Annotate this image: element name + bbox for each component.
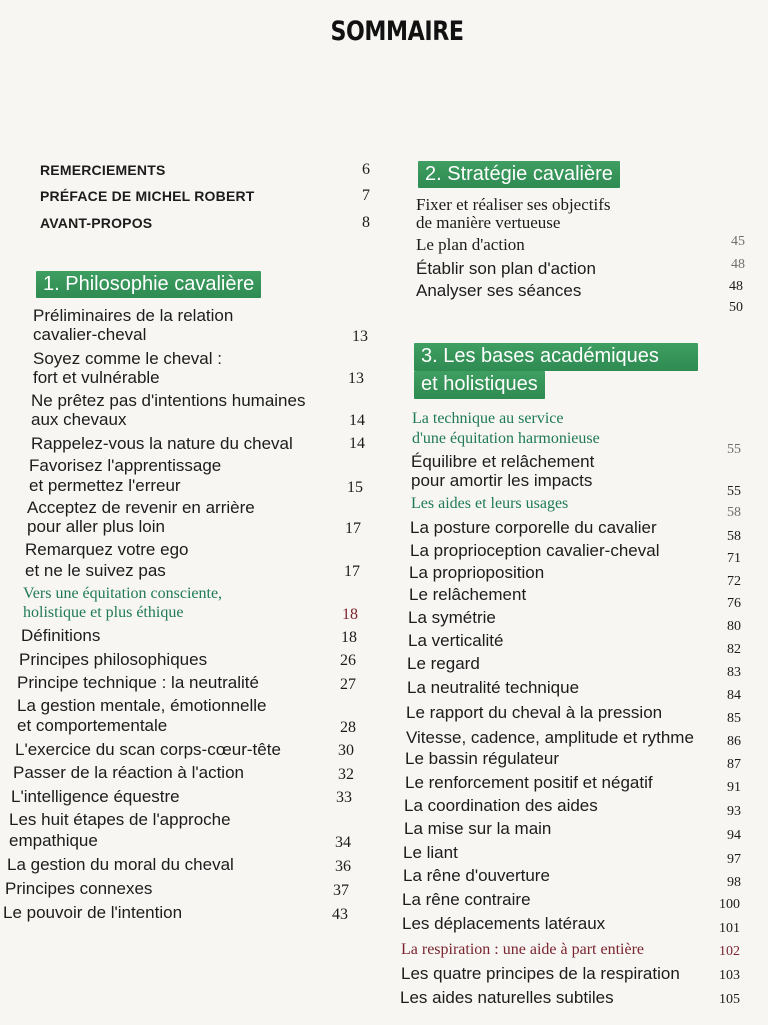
toc-entry-line[interactable]: de manière vertueuse	[416, 213, 561, 232]
toc-entry-line[interactable]: Le pouvoir de l'intention	[3, 903, 183, 922]
page-number: 101	[719, 921, 740, 936]
page-number: 50	[729, 300, 743, 315]
page-number: 93	[727, 804, 741, 819]
toc-entry-line[interactable]: La gestion mentale, émotionnelle	[17, 696, 267, 715]
page-number: 100	[719, 897, 740, 912]
page-number: 94	[727, 828, 741, 843]
toc-entry-line[interactable]: Les quatre principes de la respiration	[401, 964, 680, 983]
page-number: 48	[729, 279, 743, 294]
toc-entry-line[interactable]: Soyez comme le cheval :	[33, 349, 222, 368]
toc-subsection-line[interactable]: d'une équitation harmonieuse	[412, 430, 600, 447]
page-number: 58	[727, 505, 741, 520]
page-number: 72	[727, 574, 741, 589]
page-number: 91	[727, 780, 741, 795]
toc-entry-line[interactable]: Établir son plan d'action	[416, 259, 596, 278]
page-number: 55	[727, 484, 741, 499]
page-number: 17	[345, 520, 361, 537]
toc-entry-line[interactable]: La gestion du moral du cheval	[7, 855, 234, 874]
toc-entry-line[interactable]: La proprioception cavalier-cheval	[410, 541, 660, 560]
toc-entry-line[interactable]: Définitions	[21, 626, 101, 645]
page-number: 80	[727, 619, 741, 634]
section-heading-strategie[interactable]: 2. Stratégie cavalière	[418, 161, 620, 188]
toc-entry-line[interactable]: La proprioposition	[409, 563, 545, 582]
toc-entry-line[interactable]: aux chevaux	[31, 410, 127, 429]
page-title: SOMMAIRE	[330, 16, 464, 47]
toc-entry-line[interactable]: Le relâchement	[409, 585, 527, 604]
toc-entry-line[interactable]: Principe technique : la neutralité	[17, 673, 259, 692]
page-number: 102	[719, 944, 740, 959]
toc-entry-line[interactable]: Le plan d'action	[416, 235, 525, 254]
toc-entry-line[interactable]: pour aller plus loin	[27, 517, 165, 536]
page-number: 26	[340, 652, 356, 669]
page-number: 14	[349, 435, 365, 452]
toc-entry-line[interactable]: Le bassin régulateur	[405, 749, 560, 768]
toc-entry-line[interactable]: et comportementale	[17, 716, 168, 735]
toc-entry-line[interactable]: Fixer et réaliser ses objectifs	[416, 195, 611, 214]
toc-entry-line[interactable]: pour amortir les impacts	[411, 471, 593, 490]
page-number: 13	[352, 328, 368, 345]
page-number: 45	[731, 234, 745, 249]
page-number: 87	[727, 757, 741, 772]
toc-entry-line[interactable]: La verticalité	[408, 631, 504, 650]
page-number: 6	[362, 161, 370, 178]
toc-entry-line[interactable]: Équilibre et relâchement	[411, 452, 595, 471]
toc-subsection-line[interactable]: Les aides et leurs usages	[411, 495, 569, 512]
toc-entry-line[interactable]: empathique	[9, 831, 98, 850]
page-number: 13	[348, 370, 364, 387]
toc-entry-line[interactable]: Favorisez l'apprentissage	[29, 456, 222, 475]
toc-entry-line[interactable]: La mise sur la main	[404, 819, 552, 838]
page-number: 55	[727, 442, 741, 457]
section-heading-bases-line2[interactable]: et holistiques	[414, 371, 545, 399]
toc-entry-line[interactable]: Principes philosophiques	[19, 650, 208, 669]
toc-entry-line[interactable]: Le regard	[407, 654, 480, 673]
toc-entry-line[interactable]: La symétrie	[408, 608, 496, 627]
page-number: 8	[362, 214, 370, 231]
toc-entry-line[interactable]: Rappelez-vous la nature du cheval	[31, 434, 293, 453]
section-heading-philosophie[interactable]: 1. Philosophie cavalière	[36, 271, 261, 298]
page-number: 7	[362, 187, 370, 204]
page-number: 18	[341, 629, 357, 646]
toc-entry-line[interactable]: Ne prêtez pas d'intentions humaines	[31, 391, 306, 410]
toc-entry-line[interactable]: L'exercice du scan corps-cœur-tête	[15, 740, 281, 759]
page-number: 103	[719, 968, 740, 983]
toc-entry-line[interactable]: La coordination des aides	[404, 796, 598, 815]
toc-entry-line[interactable]: et ne le suivez pas	[25, 561, 166, 580]
page-number: 30	[338, 742, 354, 759]
page-number: 71	[727, 551, 741, 566]
page-number: 14	[349, 412, 365, 429]
page-number: 28	[340, 719, 356, 736]
page-number: 83	[727, 665, 741, 680]
page-number: 105	[719, 992, 740, 1007]
toc-subsection-line[interactable]: holistique et plus éthique	[23, 604, 184, 621]
page-number: 17	[344, 563, 360, 580]
toc-entry-line[interactable]: L'intelligence équestre	[11, 787, 180, 806]
toc-entry-remerciements[interactable]: REMERCIEMENTS	[40, 162, 166, 178]
page-number: 36	[335, 858, 351, 875]
page-number: 76	[727, 596, 741, 611]
page-number: 15	[347, 479, 363, 496]
toc-entry-line[interactable]: Remarquez votre ego	[25, 540, 189, 559]
toc-subsection-line[interactable]: La respiration : une aide à part entière	[401, 941, 644, 958]
toc-entry-line[interactable]: Les déplacements latéraux	[402, 914, 606, 933]
page-number: 43	[332, 906, 348, 923]
toc-entry-line[interactable]: Les huit étapes de l'approche	[9, 810, 231, 829]
page-number: 97	[727, 852, 741, 867]
page-number: 18	[342, 606, 358, 623]
page-number: 85	[727, 711, 741, 726]
page-number: 37	[333, 882, 349, 899]
page-number: 34	[335, 834, 351, 851]
section-heading-bases-line1[interactable]: 3. Les bases académiques	[414, 343, 698, 371]
toc-entry-line[interactable]: Le rapport du cheval à la pression	[406, 703, 663, 722]
toc-entry-line[interactable]: Les aides naturelles subtiles	[400, 988, 614, 1007]
toc-entry-line[interactable]: La rêne d'ouverture	[403, 866, 550, 885]
toc-entry-line[interactable]: Le renforcement positif et négatif	[405, 773, 653, 792]
page-number: 48	[731, 257, 745, 272]
page-number: 98	[727, 875, 741, 890]
toc-subsection-line[interactable]: Vers une équitation consciente,	[23, 585, 223, 602]
page-number: 58	[727, 529, 741, 544]
toc-subsection-line[interactable]: La technique au service	[412, 410, 564, 427]
toc-entry-line[interactable]: cavalier-cheval	[33, 325, 147, 344]
toc-entry-line[interactable]: La rêne contraire	[402, 890, 531, 909]
page-number: 84	[727, 688, 741, 703]
page-number: 82	[727, 642, 741, 657]
toc-entry-line[interactable]: La neutralité technique	[407, 678, 580, 697]
page-number: 33	[336, 789, 352, 806]
toc-entry-line[interactable]: et permettez l'erreur	[29, 476, 181, 495]
toc-entry-line[interactable]: fort et vulnérable	[33, 368, 160, 387]
toc-entry-line[interactable]: Acceptez de revenir en arrière	[27, 498, 255, 517]
toc-entry-avant-propos[interactable]: AVANT-PROPOS	[40, 215, 153, 231]
toc-entry-line[interactable]: Passer de la réaction à l'action	[13, 763, 244, 782]
page-number: 32	[338, 766, 354, 783]
toc-entry-preface[interactable]: PRÉFACE DE MICHEL ROBERT	[40, 188, 255, 204]
page-number: 27	[340, 676, 356, 693]
toc-entry-line[interactable]: Préliminaires de la relation	[33, 306, 234, 325]
toc-entry-line[interactable]: Vitesse, cadence, amplitude et rythme	[406, 728, 694, 747]
toc-entry-line[interactable]: La posture corporelle du cavalier	[410, 518, 657, 537]
toc-entry-line[interactable]: Le liant	[403, 843, 458, 862]
toc-entry-line[interactable]: Principes connexes	[5, 879, 153, 898]
toc-entry-line[interactable]: Analyser ses séances	[416, 281, 582, 300]
page-number: 86	[727, 734, 741, 749]
